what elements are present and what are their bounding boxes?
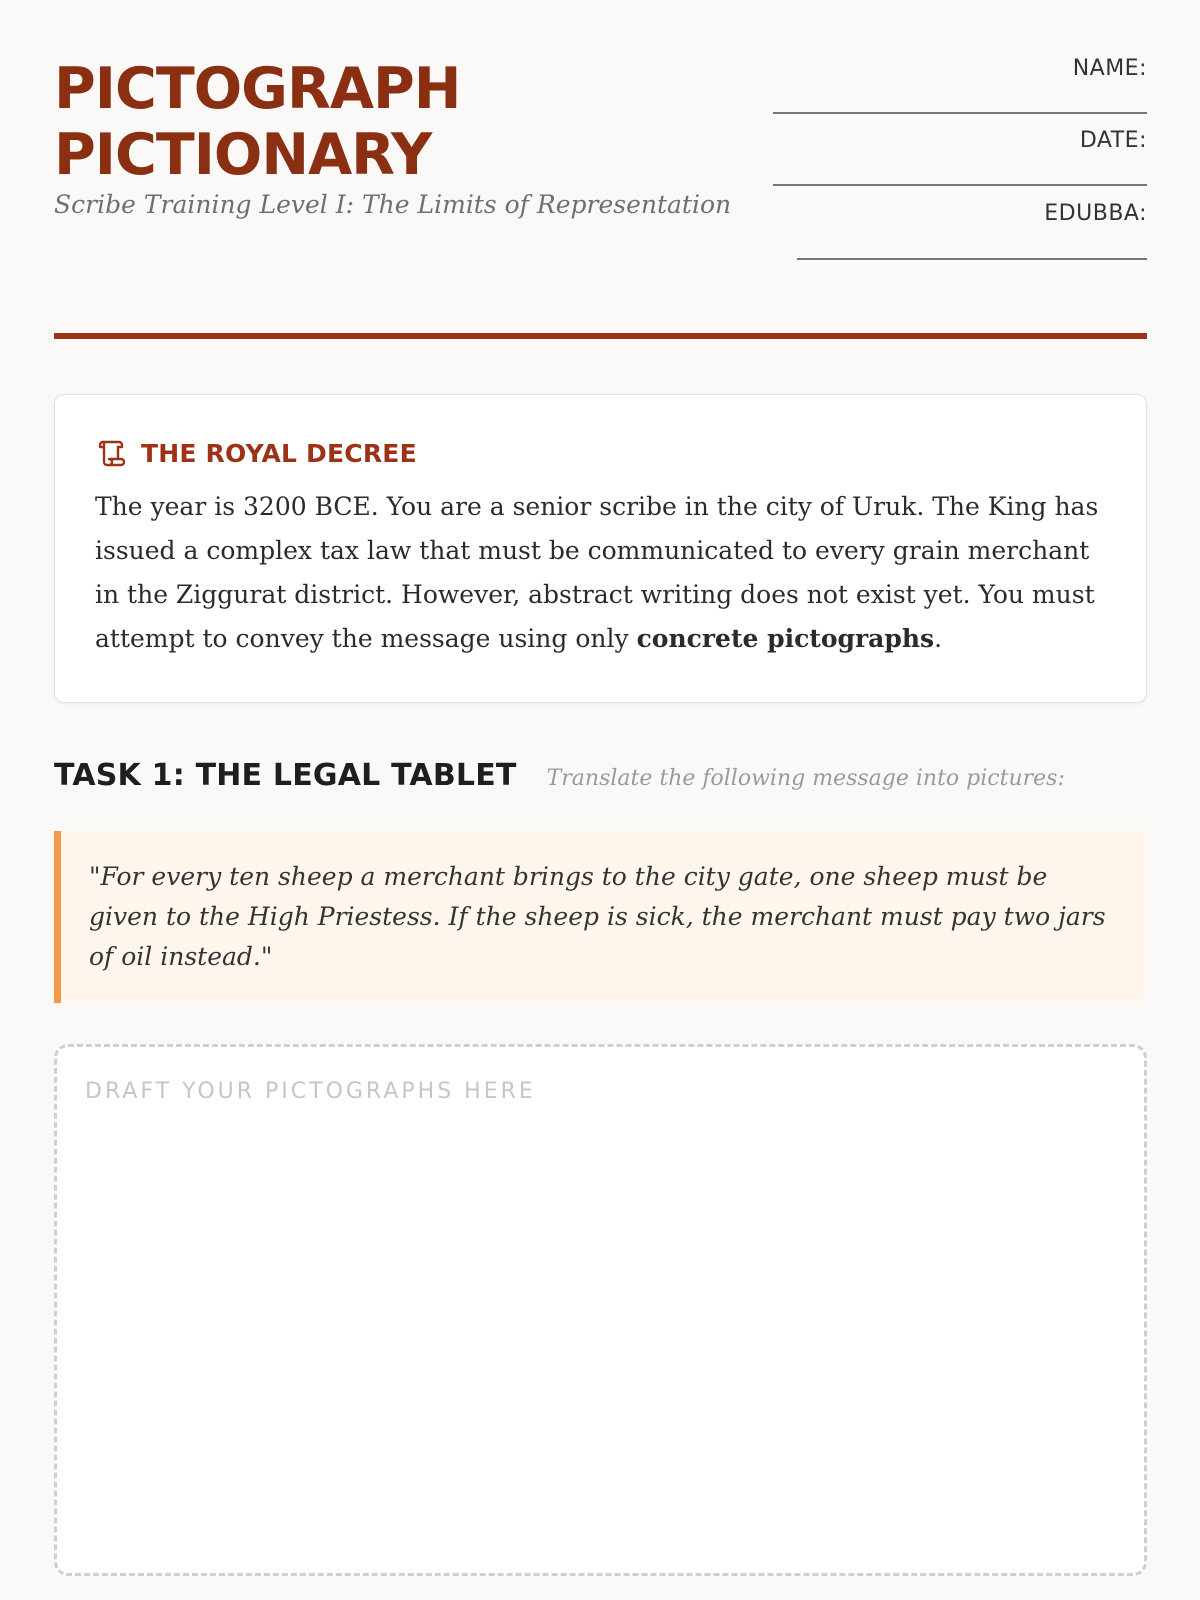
pictograph-draft-area[interactable] — [54, 1044, 1147, 1576]
scroll-icon — [95, 437, 127, 469]
title-line-2: PICTIONARY — [54, 122, 432, 188]
edubba-line[interactable] — [797, 258, 1147, 260]
name-field[interactable] — [1073, 56, 1147, 81]
decree-body-text: The year is 3200 BCE. You are a senior scribe in the city of Uruk. The King has issued a complex tax law that must be communicated to every grain merchant in the Ziggurat district. However, abstract writing does not exist yet. You must attempt to convey the message using only — [95, 492, 1099, 653]
date-field[interactable] — [1080, 128, 1147, 153]
decree-title: THE ROYAL DECREE — [141, 438, 417, 468]
title-line-1: PICTOGRAPH — [54, 56, 461, 122]
royal-decree-card — [54, 394, 1147, 703]
edubba-label: EDUBBA: — [1044, 201, 1147, 226]
task-1-title: TASK 1: THE LEGAL TABLET — [54, 758, 517, 793]
decree-body — [95, 485, 1105, 661]
name-line[interactable] — [773, 112, 1147, 114]
decree-emphasis: concrete pictographs — [636, 624, 935, 653]
worksheet-page — [54, 0, 1147, 1600]
legal-message-quote — [54, 831, 1147, 1003]
date-line[interactable] — [773, 184, 1147, 186]
name-label: NAME: — [1072, 56, 1147, 81]
task-1-header — [54, 758, 1065, 793]
worksheet-header — [54, 50, 1147, 280]
student-info-fields — [767, 50, 1147, 280]
header-divider — [54, 333, 1147, 339]
decree-header — [95, 437, 417, 469]
draft-area-label: DRAFT YOUR PICTOGRAPHS HERE — [85, 1079, 536, 1104]
date-label: DATE: — [1079, 128, 1147, 153]
task-1-instruction: Translate the following message into pictures: — [546, 766, 1065, 791]
page-subtitle: Scribe Training Level I: The Limits of Representation — [54, 190, 732, 219]
quote-text: "For every ten sheep a merchant brings to the city gate, one sheep must be given to the High Priestess. If the sheep is sick, the merchant must pay two jars of oil instead." — [89, 862, 1106, 971]
edubba-field[interactable] — [1044, 201, 1147, 226]
decree-body-end: . — [934, 624, 943, 653]
page-title — [54, 56, 460, 188]
